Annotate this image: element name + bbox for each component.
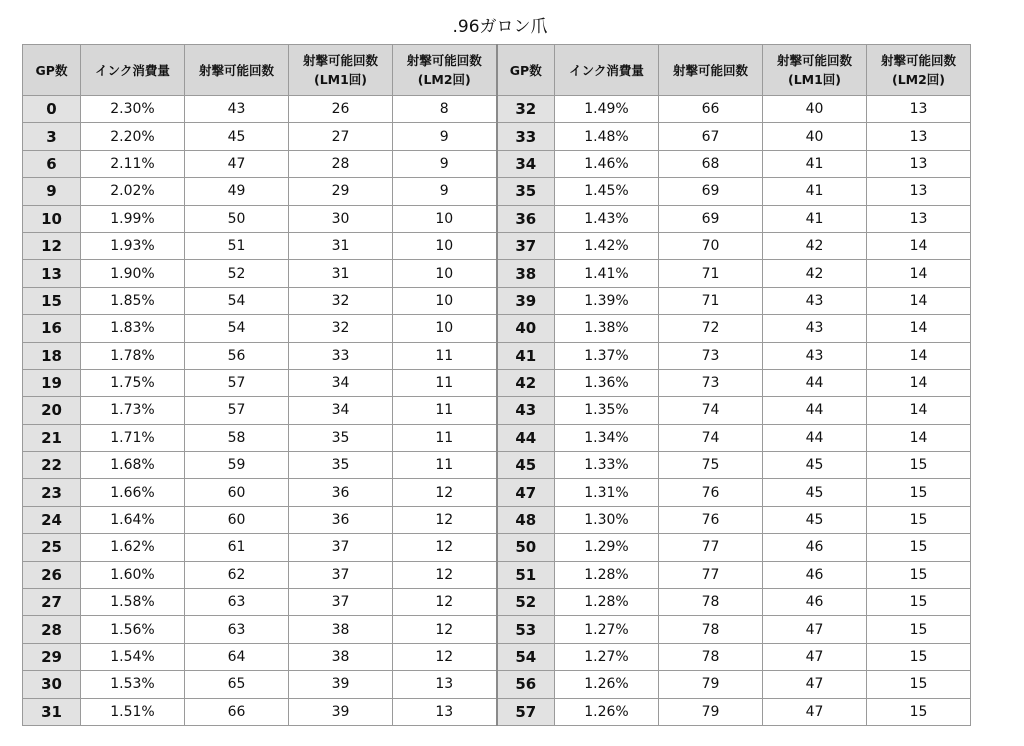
shots-lm2-cell: 9 (393, 150, 497, 177)
ink-cell: 1.41% (555, 260, 659, 287)
ink-cell: 1.51% (81, 698, 185, 725)
shots-lm2-cell: 14 (867, 424, 971, 451)
ink-cell: 1.27% (555, 643, 659, 670)
shots-lm2-cell: 11 (393, 369, 497, 396)
header-gp-right (497, 45, 555, 96)
gp-cell: 9 (23, 178, 81, 205)
ink-cell: 1.56% (81, 616, 185, 643)
header-label: 射撃可能回数 (198, 62, 274, 78)
shots-lm1-cell: 45 (763, 479, 867, 506)
shots-lm1-cell: 47 (763, 671, 867, 698)
table-row (23, 205, 971, 232)
ink-consumption-table (22, 44, 971, 726)
table-row (23, 561, 971, 588)
table-row (23, 287, 971, 314)
shots-cell: 57 (185, 397, 289, 424)
shots-lm2-cell: 12 (393, 643, 497, 670)
header-label: GP数 (509, 62, 542, 78)
shots-cell: 72 (659, 315, 763, 342)
shots-lm2-cell: 12 (393, 616, 497, 643)
ink-cell: 1.37% (555, 342, 659, 369)
shots-cell: 60 (185, 479, 289, 506)
ink-cell: 1.35% (555, 397, 659, 424)
table-body (23, 96, 971, 726)
shots-lm1-cell: 39 (289, 671, 393, 698)
shots-lm1-cell: 46 (763, 561, 867, 588)
ink-cell: 1.66% (81, 479, 185, 506)
shots-lm1-cell: 47 (763, 616, 867, 643)
ink-cell: 1.46% (555, 150, 659, 177)
shots-lm1-cell: 41 (763, 205, 867, 232)
ink-cell: 1.58% (81, 589, 185, 616)
header-label: (LM2回) (891, 72, 946, 87)
table-row (23, 260, 971, 287)
shots-lm1-cell: 26 (289, 96, 393, 123)
header-label: (LM2回) (417, 72, 471, 87)
shots-lm2-cell: 14 (867, 397, 971, 424)
ink-cell: 1.38% (555, 315, 659, 342)
gp-cell: 52 (497, 589, 555, 616)
shots-lm2-cell: 10 (393, 232, 497, 259)
gp-cell: 30 (23, 671, 81, 698)
ink-cell: 1.85% (81, 287, 185, 314)
shots-lm1-cell: 41 (763, 178, 867, 205)
ink-cell: 1.31% (555, 479, 659, 506)
shots-lm1-cell: 46 (763, 589, 867, 616)
gp-cell: 15 (23, 287, 81, 314)
ink-cell: 1.49% (555, 96, 659, 123)
shots-lm1-cell: 42 (763, 232, 867, 259)
shots-lm1-cell: 46 (763, 534, 867, 561)
table-row (23, 589, 971, 616)
shots-lm1-cell: 37 (289, 561, 393, 588)
gp-cell: 23 (23, 479, 81, 506)
shots-lm2-cell: 15 (867, 506, 971, 533)
gp-cell: 28 (23, 616, 81, 643)
shots-lm1-cell: 37 (289, 589, 393, 616)
shots-lm1-cell: 38 (289, 643, 393, 670)
shots-cell: 67 (659, 123, 763, 150)
shots-lm1-cell: 42 (763, 260, 867, 287)
table-row (23, 643, 971, 670)
shots-cell: 61 (185, 534, 289, 561)
shots-cell: 59 (185, 452, 289, 479)
header-ink-left (81, 45, 185, 96)
shots-lm2-cell: 12 (393, 561, 497, 588)
ink-cell: 1.73% (81, 397, 185, 424)
shots-lm2-cell: 14 (867, 315, 971, 342)
ink-cell: 1.75% (81, 369, 185, 396)
table-row (23, 452, 971, 479)
shots-cell: 71 (659, 287, 763, 314)
shots-lm2-cell: 13 (393, 698, 497, 725)
header-label: (LM1回) (313, 72, 368, 87)
table-row (23, 698, 971, 725)
shots-cell: 73 (659, 369, 763, 396)
shots-lm2-cell: 11 (393, 452, 497, 479)
shots-lm2-cell: 9 (393, 123, 497, 150)
shots-cell: 60 (185, 506, 289, 533)
shots-lm2-cell: 10 (393, 287, 497, 314)
shots-cell: 58 (185, 424, 289, 451)
shots-lm2-cell: 14 (867, 232, 971, 259)
shots-cell: 77 (659, 534, 763, 561)
gp-cell: 26 (23, 561, 81, 588)
gp-cell: 32 (497, 96, 555, 123)
shots-cell: 47 (185, 150, 289, 177)
table-row (23, 506, 971, 533)
ink-cell: 1.33% (555, 452, 659, 479)
shots-lm1-cell: 30 (289, 205, 393, 232)
ink-cell: 1.48% (555, 123, 659, 150)
header-label: GP数 (35, 62, 68, 78)
header-label: 射撃可能回数 (302, 53, 378, 68)
shots-lm2-cell: 14 (867, 287, 971, 314)
shots-cell: 79 (659, 671, 763, 698)
gp-cell: 36 (497, 205, 555, 232)
shots-lm1-cell: 36 (289, 506, 393, 533)
header-label: インク消費量 (95, 62, 170, 78)
gp-cell: 31 (23, 698, 81, 725)
shots-cell: 50 (185, 205, 289, 232)
gp-cell: 45 (497, 452, 555, 479)
shots-lm2-cell: 11 (393, 397, 497, 424)
shots-cell: 62 (185, 561, 289, 588)
ink-cell: 1.64% (81, 506, 185, 533)
shots-lm1-cell: 36 (289, 479, 393, 506)
shots-lm1-cell: 39 (289, 698, 393, 725)
gp-cell: 33 (497, 123, 555, 150)
shots-cell: 66 (659, 96, 763, 123)
shots-cell: 63 (185, 616, 289, 643)
shots-lm1-cell: 35 (289, 452, 393, 479)
shots-lm1-cell: 44 (763, 369, 867, 396)
table-header-row (23, 45, 971, 96)
shots-cell: 75 (659, 452, 763, 479)
shots-lm1-cell: 31 (289, 260, 393, 287)
ink-cell: 1.45% (555, 178, 659, 205)
gp-cell: 43 (497, 397, 555, 424)
shots-lm1-cell: 47 (763, 643, 867, 670)
table-row (23, 671, 971, 698)
ink-cell: 2.11% (81, 150, 185, 177)
table-row (23, 534, 971, 561)
shots-lm1-cell: 34 (289, 369, 393, 396)
gp-cell: 24 (23, 506, 81, 533)
ink-cell: 1.30% (555, 506, 659, 533)
gp-cell: 39 (497, 287, 555, 314)
page-title: .96ガロン爪 (452, 17, 548, 37)
ink-cell: 1.43% (555, 205, 659, 232)
shots-lm1-cell: 47 (763, 698, 867, 725)
ink-cell: 2.20% (81, 123, 185, 150)
gp-cell: 34 (497, 150, 555, 177)
header-gp-left (23, 45, 81, 96)
gp-cell: 3 (23, 123, 81, 150)
shots-lm1-cell: 37 (289, 534, 393, 561)
gp-cell: 35 (497, 178, 555, 205)
ink-cell: 1.60% (81, 561, 185, 588)
gp-cell: 16 (23, 315, 81, 342)
shots-lm1-cell: 38 (289, 616, 393, 643)
shots-cell: 74 (659, 424, 763, 451)
gp-cell: 41 (497, 342, 555, 369)
gp-cell: 40 (497, 315, 555, 342)
shots-lm2-cell: 15 (867, 589, 971, 616)
gp-cell: 10 (23, 205, 81, 232)
shots-lm2-cell: 15 (867, 534, 971, 561)
gp-cell: 29 (23, 643, 81, 670)
ink-cell: 1.71% (81, 424, 185, 451)
gp-cell: 20 (23, 397, 81, 424)
table-row (23, 315, 971, 342)
shots-lm2-cell: 15 (867, 479, 971, 506)
table-row (23, 123, 971, 150)
table-row (23, 150, 971, 177)
shots-cell: 73 (659, 342, 763, 369)
shots-lm1-cell: 32 (289, 287, 393, 314)
shots-lm1-cell: 29 (289, 178, 393, 205)
ink-cell: 1.26% (555, 671, 659, 698)
shots-cell: 78 (659, 643, 763, 670)
shots-lm2-cell: 14 (867, 342, 971, 369)
gp-cell: 18 (23, 342, 81, 369)
gp-cell: 13 (23, 260, 81, 287)
ink-cell: 1.27% (555, 616, 659, 643)
header-label: (LM1回) (787, 72, 842, 87)
gp-cell: 51 (497, 561, 555, 588)
ink-cell: 1.42% (555, 232, 659, 259)
shots-cell: 49 (185, 178, 289, 205)
ink-cell: 1.34% (555, 424, 659, 451)
shots-lm1-cell: 35 (289, 424, 393, 451)
shots-cell: 69 (659, 178, 763, 205)
shots-cell: 64 (185, 643, 289, 670)
shots-lm2-cell: 10 (393, 315, 497, 342)
ink-cell: 1.29% (555, 534, 659, 561)
shots-lm1-cell: 32 (289, 315, 393, 342)
gp-cell: 0 (23, 96, 81, 123)
shots-lm2-cell: 9 (393, 178, 497, 205)
shots-lm2-cell: 12 (393, 534, 497, 561)
gp-cell: 19 (23, 369, 81, 396)
gp-cell: 38 (497, 260, 555, 287)
gp-cell: 48 (497, 506, 555, 533)
shots-cell: 76 (659, 506, 763, 533)
header-label: 射撃可能回数 (880, 53, 956, 68)
gp-cell: 57 (497, 698, 555, 725)
gp-cell: 53 (497, 616, 555, 643)
shots-cell: 78 (659, 616, 763, 643)
shots-lm2-cell: 14 (867, 260, 971, 287)
gp-cell: 25 (23, 534, 81, 561)
shots-lm1-cell: 45 (763, 506, 867, 533)
shots-lm1-cell: 44 (763, 424, 867, 451)
ink-cell: 1.83% (81, 315, 185, 342)
gp-cell: 37 (497, 232, 555, 259)
ink-cell: 1.93% (81, 232, 185, 259)
shots-lm1-cell: 43 (763, 287, 867, 314)
shots-cell: 71 (659, 260, 763, 287)
shots-lm2-cell: 13 (393, 671, 497, 698)
gp-cell: 50 (497, 534, 555, 561)
ink-cell: 1.53% (81, 671, 185, 698)
shots-lm2-cell: 10 (393, 260, 497, 287)
shots-cell: 56 (185, 342, 289, 369)
shots-cell: 70 (659, 232, 763, 259)
gp-cell: 42 (497, 369, 555, 396)
header-label: インク消費量 (569, 62, 644, 78)
shots-cell: 65 (185, 671, 289, 698)
gp-cell: 56 (497, 671, 555, 698)
shots-cell: 63 (185, 589, 289, 616)
shots-lm2-cell: 13 (867, 96, 971, 123)
gp-cell: 44 (497, 424, 555, 451)
header-label: 射撃可能回数 (406, 53, 482, 68)
table-row (23, 96, 971, 123)
shots-lm2-cell: 14 (867, 369, 971, 396)
ink-cell: 1.90% (81, 260, 185, 287)
shots-cell: 76 (659, 479, 763, 506)
ink-cell: 1.26% (555, 698, 659, 725)
shots-lm2-cell: 11 (393, 342, 497, 369)
shots-lm1-cell: 27 (289, 123, 393, 150)
shots-cell: 45 (185, 123, 289, 150)
shots-lm2-cell: 8 (393, 96, 497, 123)
shots-cell: 74 (659, 397, 763, 424)
header-shots-left (185, 45, 289, 96)
shots-lm2-cell: 15 (867, 616, 971, 643)
shots-cell: 54 (185, 315, 289, 342)
shots-lm2-cell: 12 (393, 506, 497, 533)
shots-cell: 54 (185, 287, 289, 314)
shots-lm2-cell: 15 (867, 671, 971, 698)
shots-lm2-cell: 13 (867, 150, 971, 177)
header-label: 射撃可能回数 (672, 62, 748, 78)
ink-cell: 1.99% (81, 205, 185, 232)
header-ink-right (555, 45, 659, 96)
shots-lm1-cell: 28 (289, 150, 393, 177)
shots-cell: 51 (185, 232, 289, 259)
shots-lm1-cell: 45 (763, 452, 867, 479)
shots-cell: 78 (659, 589, 763, 616)
shots-cell: 66 (185, 698, 289, 725)
shots-cell: 77 (659, 561, 763, 588)
header-shots-lm2-right (867, 45, 971, 96)
table-row (23, 397, 971, 424)
table-row (23, 424, 971, 451)
shots-lm2-cell: 12 (393, 479, 497, 506)
shots-lm1-cell: 40 (763, 96, 867, 123)
header-shots-lm2-left (393, 45, 497, 96)
shots-lm1-cell: 43 (763, 315, 867, 342)
header-shots-lm1-right (763, 45, 867, 96)
shots-lm2-cell: 15 (867, 452, 971, 479)
shots-lm2-cell: 10 (393, 205, 497, 232)
ink-cell: 1.78% (81, 342, 185, 369)
shots-lm2-cell: 15 (867, 698, 971, 725)
header-shots-right (659, 45, 763, 96)
shots-lm1-cell: 41 (763, 150, 867, 177)
shots-lm2-cell: 11 (393, 424, 497, 451)
shots-lm2-cell: 12 (393, 589, 497, 616)
ink-cell: 1.28% (555, 589, 659, 616)
shots-lm2-cell: 13 (867, 123, 971, 150)
shots-cell: 68 (659, 150, 763, 177)
table-row (23, 232, 971, 259)
gp-cell: 6 (23, 150, 81, 177)
table-row (23, 479, 971, 506)
shots-cell: 79 (659, 698, 763, 725)
shots-lm2-cell: 13 (867, 178, 971, 205)
table-row (23, 342, 971, 369)
ink-cell: 2.30% (81, 96, 185, 123)
gp-cell: 12 (23, 232, 81, 259)
shots-cell: 43 (185, 96, 289, 123)
shots-lm2-cell: 13 (867, 205, 971, 232)
ink-cell: 2.02% (81, 178, 185, 205)
table-row (23, 616, 971, 643)
ink-cell: 1.36% (555, 369, 659, 396)
shots-lm1-cell: 43 (763, 342, 867, 369)
ink-cell: 1.62% (81, 534, 185, 561)
ink-cell: 1.39% (555, 287, 659, 314)
table-row (23, 369, 971, 396)
ink-cell: 1.54% (81, 643, 185, 670)
shots-cell: 57 (185, 369, 289, 396)
gp-cell: 22 (23, 452, 81, 479)
header-label: 射撃可能回数 (776, 53, 852, 68)
gp-cell: 21 (23, 424, 81, 451)
shots-lm2-cell: 15 (867, 561, 971, 588)
shots-cell: 69 (659, 205, 763, 232)
table-row (23, 178, 971, 205)
shots-lm1-cell: 33 (289, 342, 393, 369)
shots-lm1-cell: 31 (289, 232, 393, 259)
gp-cell: 27 (23, 589, 81, 616)
shots-lm1-cell: 34 (289, 397, 393, 424)
shots-lm2-cell: 15 (867, 643, 971, 670)
shots-lm1-cell: 40 (763, 123, 867, 150)
gp-cell: 54 (497, 643, 555, 670)
ink-cell: 1.28% (555, 561, 659, 588)
shots-lm1-cell: 44 (763, 397, 867, 424)
shots-cell: 52 (185, 260, 289, 287)
ink-cell: 1.68% (81, 452, 185, 479)
gp-cell: 47 (497, 479, 555, 506)
header-shots-lm1-left (289, 45, 393, 96)
